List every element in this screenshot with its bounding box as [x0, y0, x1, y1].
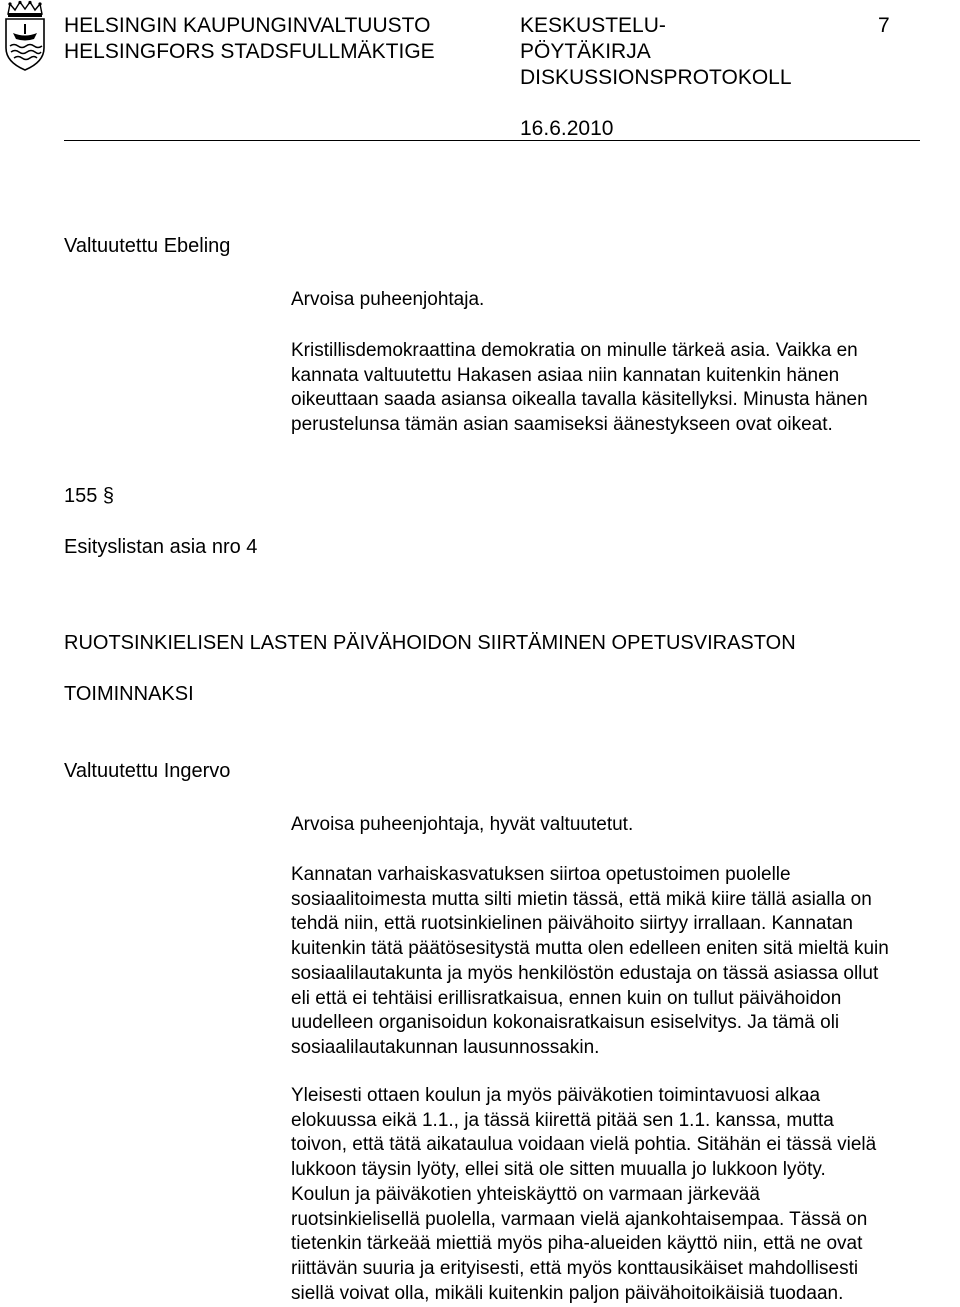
header-doc-type-fi-2: PÖYTÄKIRJA	[520, 40, 651, 63]
speaker2-greeting: Arvoisa puheenjohtaja, hyvät valtuutetut.	[291, 814, 634, 835]
speaker-name-ingervo: Valtuutettu Ingervo	[64, 760, 231, 782]
paragraph-line: kannata valtuutettu Hakasen asiaa niin kannatan kuitenkin hänen	[291, 364, 840, 386]
agenda-reference: Esityslistan asia nro 4	[64, 536, 258, 558]
paragraph-line: sosiaalilautakunnan lausunnossakin.	[291, 1036, 600, 1058]
header-org-sv: HELSINGFORS STADSFULLMÄKTIGE	[64, 40, 435, 63]
paragraph-line: lukkoon täysin lyöty, ellei sitä ole sitten muualla jo lukkoon lyöty.	[291, 1159, 826, 1181]
paragraph-line: uudelleen organisoidun kokonaisratkaisun esiselvitys. Ja tämä oli	[291, 1012, 840, 1034]
paragraph-line: oikeuttaan saada asiansa oikealla tavalla käsitellyksi. Minusta hänen	[291, 389, 868, 411]
item-title-line1: RUOTSINKIELISEN LASTEN PÄIVÄHOIDON SIIRTÄMINEN OPETUSVIRASTON	[64, 632, 796, 654]
paragraph-line: Kannatan varhaiskasvatuksen siirtoa opetustoimen puolelle	[291, 864, 791, 885]
speaker-name-ebeling: Valtuutettu Ebeling	[64, 235, 231, 257]
header-doc-type-fi-1: KESKUSTELU-	[520, 14, 666, 37]
paragraph-line: toivon, että tätä aikataulua voidaan vielä pohtia. Sitähän ei tässä vielä	[291, 1134, 877, 1156]
item-number: 155 §	[64, 485, 115, 507]
speaker2-paragraph-1	[291, 863, 889, 1061]
speaker1-greeting: Arvoisa puheenjohtaja.	[291, 289, 485, 310]
paragraph-line: siellä voivat olla, mikäli kuitenkin paljon päivähoitoikäisiä tuodaan.	[291, 1282, 844, 1304]
speaker2-paragraph-2	[291, 1084, 876, 1306]
header-doc-type-sv: DISKUSSIONSPROTOKOLL	[520, 66, 792, 89]
paragraph-line: sosiaalitoimesta mutta silti mietin tässä, että mikä kiire tällä asialla on	[291, 888, 872, 910]
paragraph-line: tehdä niin, että ruotsinkielinen päivähoito siirtyy irrallaan. Kannatan	[291, 913, 853, 935]
helsinki-coat-of-arms-icon	[2, 0, 48, 72]
paragraph-line: Yleisesti ottaen koulun ja myös päiväkotien toimintavuosi alkaa	[291, 1085, 821, 1106]
paragraph-line: riittävän suuria ja erityisesti, että myös konttausikäiset mahdollisesti	[291, 1257, 859, 1279]
speaker1-paragraph	[291, 339, 868, 438]
header-organization	[64, 13, 435, 65]
paragraph-line: Koulun ja päiväkotien yhteiskäyttö on varmaan järkevää	[291, 1183, 760, 1205]
paragraph-line: ruotsinkielisellä puolella, varmaan vielä ajankohtaisempaa. Tässä on	[291, 1208, 868, 1230]
header-org-fi: HELSINGIN KAUPUNGINVALTUUSTO	[64, 14, 431, 37]
paragraph-line: sosiaalilautakunta ja myös henkilöstön edustaja on tässä asiassa ollut	[291, 962, 879, 984]
header-document-type	[520, 13, 792, 91]
item-title-line2: TOIMINNAKSI	[64, 683, 194, 705]
page-number: 7	[878, 14, 890, 37]
paragraph-line: eli että ei tehtäisi erillisratkaisua, ennen kuin on tullut päivähoidon	[291, 987, 842, 1009]
paragraph-line: perustelunsa tämän asian saamiseksi äänestykseen ovat oikeat.	[291, 414, 833, 436]
paragraph-line: elokuussa eikä 1.1., ja tässä kiirettä pitää sen 1.1. kanssa, mutta	[291, 1109, 834, 1131]
paragraph-line: kuitenkin tätä päätösesitystä mutta olen edelleen eniten sitä mieltä kuin	[291, 938, 889, 960]
document-date: 16.6.2010	[520, 117, 614, 140]
paragraph-line: tietenkin tärkeää miettiä myös piha-alueiden käyttö niin, että ne ovat	[291, 1233, 863, 1255]
header-divider	[64, 140, 920, 141]
paragraph-line: Kristillisdemokraattina demokratia on minulle tärkeä asia. Vaikka en	[291, 340, 858, 361]
